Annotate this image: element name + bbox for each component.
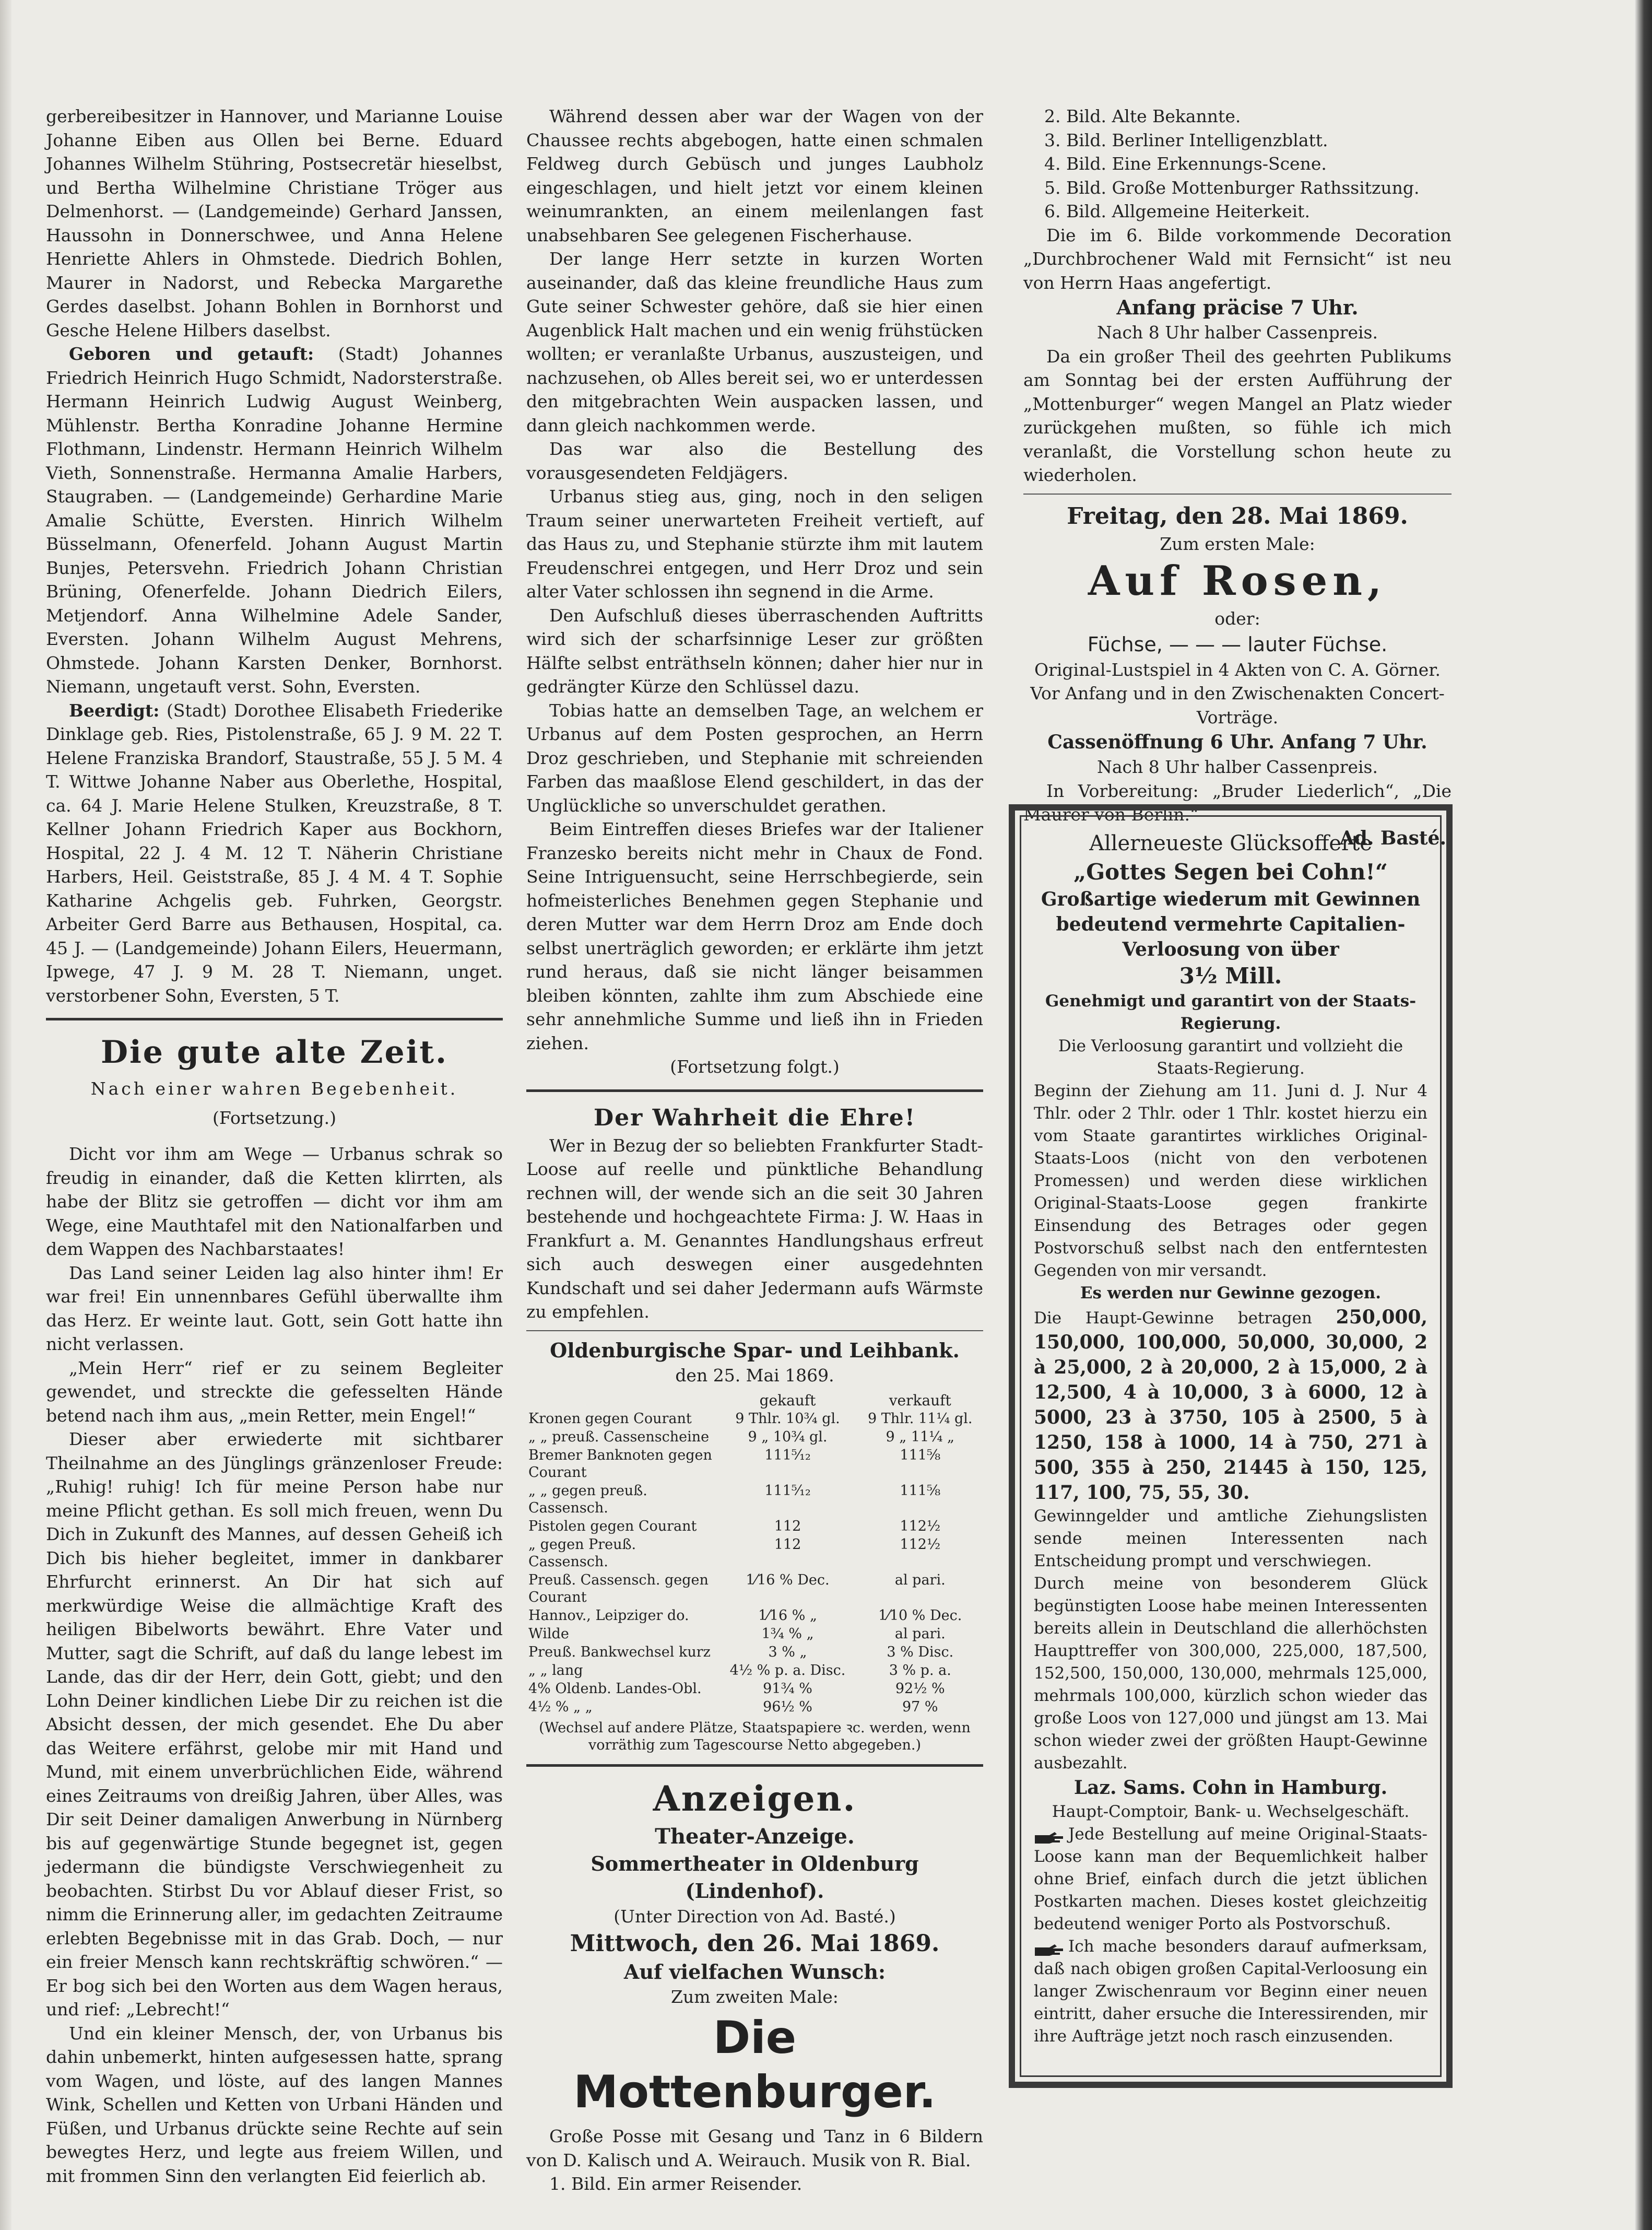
in-preparation: In Vorbereitung: „Bruder Liederlich“, „Die Maurer von Berlin.“ <box>1023 780 1452 825</box>
story-paragraph: Der lange Herr setzte in kurzen Worten auseinander, daß das kleine freundliche Haus zum Gute seiner Schwester gehöre, daß sie hier einen Augenblick Halt machen und ein wenig frühstücken wollten; er veranlaßte Urbanus, auszusteigen, und nachzusehen, ob Alles bereit sei, wo er unterdessen den mitgebrachten Wein auspacken lassen, und dann gleich nachkommen werde. <box>526 249 983 436</box>
theater-name: Sommertheater in Oldenburg (Lindenhof). <box>591 1852 919 1903</box>
story-title: Die gute alte Zeit. <box>100 1034 449 1071</box>
story-paragraph: Während dessen aber war der Wagen von der Chaussee rechts abgebogen, hatte einen schmalen Feldweg durch Gebüsch und junges Laubholz eingeschlagen, und hielt jetzt vor einem kleinen weinumrankten, an einem meilenlangen fast unabsehbaren See gelegenen Fischerhause. <box>526 106 983 245</box>
rate-sell: 97 % <box>902 1699 938 1715</box>
decoration-note: Die im 6. Bilde vorkommende Decoration „Durchbrochener Wald mit Fernsicht“ ist neu von Herrn Haas angefertigt. <box>1023 225 1452 293</box>
rate-label: „ gegen Preuß. Cassensch. <box>528 1536 636 1570</box>
attention-note-text: Ich mache besonders darauf aufmerksam, daß nach obigen großen Capital-Verloosung ein langer Zwischenraum vor Beginn einer neuen eintritt, daher ersuche die Interessirenden, mir ihre Aufträge jetzt noch rasch einzusenden. <box>1034 1937 1427 2046</box>
burials-text: (Stadt) Dorothee Elisabeth Friederike Dinklage geb. Ries, Pistolenstraße, 65 J. 9 M. 22 T. Helene Franziska Brandorf, Staustraße, 55 J. 5 M. 4 T. Wittwe Johanne Naber aus Oberlethe, Hospital, ca. 64 J. Marie Helene Stulken, Kreuzstraße, 8 T. Kellner Johann Friedrich Kaper aus Bockhorn, Hospital, 22 J. 4 M. 12 T. Näherin Christiane Harbers, Heil. Geiststraße, 85 J. 4 M. 4 T. Sophie Katharine Achgelis geb. Fuhrken, Georgstr. Arbeiter Gerd Barre aus Bethausen, Hospital, ca. 45 J. — (Landgemeinde) Johann Eilers, Heuermann, Ipwege, 47 J. 9 M. 28 T. Niemann, unget. verstorbener Sohn, Eversten, 5 T. <box>46 700 503 1006</box>
rate-sell: 111⅝ <box>900 1483 941 1499</box>
play-title: Die Mottenburger. <box>573 2012 936 2118</box>
half-price-note: Nach 8 Uhr halber Cassenpreis. <box>1097 322 1378 343</box>
rate-label: Hannov., Leipziger do. <box>528 1607 689 1624</box>
rate-label: Kronen gegen Courant <box>528 1411 692 1427</box>
section-divider <box>526 1764 983 1767</box>
rate-sell: 111⅝ <box>900 1447 941 1463</box>
lottery-heading: Allerneueste Glücksofferte <box>1089 831 1372 855</box>
table-row <box>526 1571 983 1606</box>
table-row <box>526 1517 983 1535</box>
bank-date: den 25. Mai 1869. <box>675 1365 834 1386</box>
or-label: oder: <box>1214 608 1260 629</box>
table-row <box>526 1698 983 1716</box>
table-row <box>526 1625 983 1643</box>
rate-sell: 3 % Disc. <box>887 1644 954 1660</box>
births-heading: Geboren und getauft: <box>69 344 314 364</box>
story-paragraph: Dieser aber erwiederte mit sichtbarer Theilnahme an des Jünglings gränzenloser Freude: „Ruhig! ruhig! Ich für meine Person habe nur meine Pflicht gethan. Es soll mich freuen, wenn Du Dich in Zukunft des Mannes, auf dessen Geheiß ich Dich bis hieher begleitet, immer in dankbarer Ehrfurcht erinnerst. An Dir hat sich auf merkwürdige Weise die allmächtige Kraft des heiligen Bibelworts bewährt. Ehre Vater und Mutter, sagt die Schrift, auf daß du lange lebest im Lande, das dir der Herr, dein Gott, giebt; und den Lohn Deiner kindlichen Liebe Dir zu reichen ist die Absicht dessen, der mich gesendet. Ehe Du aber das Weitere erfährst, gelobe mir mit Hand und Mund, mit einem unverbrüchlichen Eide, während eines Zeitraums von dreißig Jahren, über Alles, was Dir seit Deiner damaligen Anwerbung in Nürnberg bis auf gegenwärtige Stunde begegnet ist, gegen jedermann die bündigste Verschwiegenheit zu beobachten. Stirbst Du vor Ablauf dieser Frist, so nimm die Erinnerung aller, im gedachten Zeitraume erlebten Begebnisse mit in das Grab. Doch, — nur ein freier Mensch kann rechtskräftig schwören.“ — Er bog sich bei den Worten aus dem Wagen heraus, und rief: „Lebrecht!“ <box>46 1429 503 2020</box>
play-description: Große Posse mit Gesang und Tanz in 6 Bildern von D. Kalisch und A. Weirauch. Musik von R. Bial. <box>526 2126 983 2170</box>
rate-sell: 1⁄10 % Dec. <box>878 1607 962 1624</box>
scene-item: 3. Bild. Berliner Intelligenzblatt. <box>1044 130 1328 150</box>
lottery-attention-note <box>1034 1935 1427 2048</box>
table-row <box>526 1446 983 1482</box>
story-paragraph: Beim Eintreffen dieses Briefes war der Italiener Franzesko bereits nicht mehr in Chaux de Fond. Seine Intriguensucht, seine Herrschbegierde, sein hofmeisterliches Benehmen gegen Stephanie und deren Mutter war dem Herrn Droz am Ende doch selbst unerträglich geworden; er erklärte ihm jetzt rund heraus, daß sie nicht länger beisammen bleiben könnten, zahlte ihm zum Abschiede eine sehr annehmliche Summe und ließ ihn in Frieden ziehen. <box>526 819 983 1053</box>
scene-list <box>1023 104 1452 224</box>
marriage-list: gerbereibesitzer in Hannover, und Marianne Louise Johanne Eiben aus Ollen bei Berne. Eduard Johannes Wilhelm Stühring, Postsecretär hieselbst, und Bertha Wilhelmine Christiane Tröger aus Delmenhorst. — (Landgemeinde) Gerhard Janssen, Haussohn in Donnerschwee, und Anna Helene Henriette Ahlers in Ohmstede. Diedrich Bohlen, Maurer in Nadorst, und Rebecka Margarethe Gerdes daselbst. Johann Bohlen in Bornhorst und Gesche Helene Hilbers daselbst. <box>46 106 503 341</box>
lottery-advertisement <box>1009 804 1453 2088</box>
story-paragraph: „Mein Herr“ rief er zu seinem Begleiter gewendet, und streckte die gefesselten Hände betend nach ihm aus, „mein Retter, mein Engel!“ <box>46 1357 503 1426</box>
lottery-firm: Laz. Sams. Cohn in Hamburg. <box>1073 1777 1388 1799</box>
story-paragraph: Den Aufschluß dieses überraschenden Auftritts wird sich der scharfsinnige Leser zur größten Hälfte selbst enträthseln können; daher hier nur in gedrängter Kürze den Schlüssel dazu. <box>526 605 983 697</box>
section-divider <box>46 1018 503 1020</box>
scene-item: 4. Bild. Eine Erkennungs-Scene. <box>1044 154 1327 174</box>
exchange-rate-table <box>526 1391 983 1716</box>
births-text: (Stadt) Johannes Friedrich Heinrich Hugo Schmidt, Nadorsterstraße. Hermann Heinrich Ludwig August Weinberg, Mühlenstr. Bertha Konradine Johanne Hermine Flothmann, Lindenstr. Hermann Heinrich Wilhelm Vieth, Sonnenstraße. Hermanna Amalie Harbers, Staugraben. — (Landgemeinde) Gerhardine Marie Amalie Schütte, Eversten. Hinrich Wilhelm Büsselmann, Ofenerfeld. Johann August Martin Bunjes, Petersvehn. Friedrich Johann Christian Brüning, Ofenerfelde. Johann Diedrich Eilers, Metjendorf. Anna Wilhelmine Adele Sander, Eversten. Johann Wilhelm August Mehrens, Ohmstede. Johann Karsten Denker, Bornhorst. Niemann, ungetauft verst. Sohn, Eversten. <box>46 344 503 697</box>
rate-label: Pistolen gegen Courant <box>528 1518 697 1534</box>
table-row <box>526 1661 983 1680</box>
story-paragraph: Urbanus stieg aus, ging, noch in den seligen Traum seiner unerwarteten Freiheit vertieft, auf das Haus zu, und Stephanie stürzte ihm mit lautem Freudenschrei entgegen, und Herr Droz und sein alter Vater schlossen ihn segnend in die Arme. <box>526 486 983 602</box>
column-2 <box>526 104 983 2196</box>
rate-buy: 1⁄16 % „ <box>758 1607 817 1624</box>
table-row <box>526 1643 983 1661</box>
story-paragraph: Das Land seiner Leiden lag also hinter ihm! Er war frei! Ein unnennbares Gefühl überwallte ihm das Herz. Er weinte laut. Gott, sein Gott hatte ihn nicht verlassen. <box>46 1262 503 1354</box>
bank-note: (Wechsel auf andere Plätze, Staatspapiere ꝛc. werden, wenn vorräthig zum Tagescourse Netto abgegeben.) <box>539 1720 971 1753</box>
rate-buy: 112 <box>774 1518 801 1534</box>
theater-wish: Auf vielfachen Wunsch: <box>623 1959 886 1983</box>
pointing-hand-icon <box>1034 1828 1064 1842</box>
scene-item: 6. Bild. Allgemeine Heiterkeit. <box>1044 201 1310 221</box>
rate-buy: 111⁵⁄₁₂ <box>764 1447 811 1463</box>
rate-label: 4½ % „ „ <box>528 1699 593 1715</box>
births-paragraph <box>46 342 503 699</box>
story-paragraph: Dicht vor ihm am Wege — Urbanus schrak so freudig in einander, daß die Ketten klirrten, als habe der Blitz sie getroffen — dicht vor ihm am Wege, eine Mauthtafel mit den Nationalfarben und dem Wappen des Nachbarstaates! <box>46 1144 503 1259</box>
story-subtitle: Nach einer wahren Begebenheit. <box>90 1078 458 1099</box>
section-divider <box>1023 494 1452 495</box>
start-time: Anfang präcise 7 Uhr. <box>1116 296 1359 319</box>
lottery-draw-info: Beginn der Ziehung am 11. Juni d. J. Nur 4 Thlr. oder 2 Thlr. oder 1 Thlr. kostet hierzu ein vom Staate garantirtes wirkliches Original-Staats-Loos (nicht von den verbotenen Promessen) und werden diese wirklichen Original-Staats-Loose gegen frankirte Einsendung des Betrages oder gegen Postvorschuß selbst nach den entferntesten Gegenden von mir versandt. <box>1034 1082 1427 1280</box>
rate-buy: 111⁵⁄₁₂ <box>764 1483 811 1499</box>
prizes-intro: Die Haupt-Gewinne betragen <box>1034 1309 1312 1328</box>
rate-sell: 92½ % <box>895 1681 945 1697</box>
prizes-list: 250,000, 150,000, 100,000, 50,000, 30,000, 2 à 25,000, 2 à 20,000, 2 à 15,000, 2 à 12,500, 4 à 10,000, 3 à 6000, 12 à 5000, 23 à 3750, 105 à 2500, 5 à 1250, 158 à 1000, 14 à 750, 271 à 500, 355 à 250, 21445 à 150, 125, 117, 100, 75, 55, 30. <box>1034 1306 1427 1504</box>
story-continuation: (Fortsetzung.) <box>213 1107 336 1128</box>
burials-heading: Beerdigt: <box>69 700 160 721</box>
first-time: Zum ersten Male: <box>1160 533 1315 554</box>
friday-date: Freitag, den 28. Mai 1869. <box>1067 502 1408 530</box>
story-paragraph: Das war also die Bestellung des vorausgesendeten Feldjägers. <box>526 439 983 483</box>
scan-edge-right <box>1634 0 1652 2230</box>
table-row <box>526 1680 983 1698</box>
theater-direction: (Unter Direction von Ad. Basté.) <box>613 1906 896 1927</box>
lottery-guarantee: Die Verloosung garantirt und vollzieht die Staats-Regierung. <box>1058 1037 1403 1078</box>
story-paragraph: Tobias hatte an demselben Tage, an welchem er Urbanus auf dem Posten gesprochen, an Herrn Droz geschrieben, und Stephanie mit schreienden Farben das maaßlose Elend geschildert, in das der Unglückliche so unverschuldet gerathen. <box>526 700 983 816</box>
burials-paragraph <box>46 699 503 1008</box>
header-sold: verkauft <box>889 1392 951 1409</box>
rate-label: 4% Oldenb. Landes-Obl. <box>528 1681 702 1697</box>
story-to-be-continued: (Fortsetzung folgt.) <box>670 1057 840 1077</box>
lottery-order-note <box>1034 1823 1427 1935</box>
rate-buy: 91¾ % <box>763 1681 812 1697</box>
table-row <box>526 1606 983 1625</box>
table-row <box>526 1535 983 1571</box>
repeat-note: Da ein großer Theil des geehrten Publikums am Sonntag bei der ersten Aufführung der „Mottenburger“ wegen Mangel an Platz wieder zurückgehen mußten, so fühle ich mich veranlaßt, die Vorstellung schon heute zu wiederholen. <box>1023 346 1452 485</box>
story-paragraph: Und ein kleiner Mensch, der, von Urbanus bis dahin unbemerkt, hinten aufgesessen hatte, sprang vom Wagen, und löste, auf des langen Mannes Wink, Schellen und Ketten von Urbani Händen und Füßen, und Urbanus drückte seine Rechte auf sein bewegtes Herz, und legte aus freiem Willen, und mit frommen Sinn den verlangten Eid feierlich ab. <box>46 2023 503 2186</box>
rate-buy: 112 <box>774 1536 801 1553</box>
box-office: Cassenöffnung 6 Uhr. Anfang 7 Uhr. <box>1047 731 1427 753</box>
order-note-text: Jede Bestellung auf meine Original-Staats-Loose kann man der Bequemlichkeit halber ohne Brief, einfach durch die jetzt üblichen Postkarten machen. Dieses kostet gleichzeitig bedeutend weniger Porto als Postvorschuß. <box>1034 1825 1427 1933</box>
scene-item: 5. Bild. Große Mottenburger Rathssitzung. <box>1044 177 1420 198</box>
bank-title: Oldenburgische Spar- und Leihbank. <box>550 1338 960 1362</box>
rate-buy: 9 Thlr. 10¾ gl. <box>735 1411 840 1427</box>
rate-label: Bremer Banknoten gegen Courant <box>528 1447 712 1481</box>
lottery-only-wins: Es werden nur Gewinne gezogen. <box>1080 1284 1382 1302</box>
play-title-rosen: Auf Rosen, <box>1088 557 1387 605</box>
play-scene: 1. Bild. Ein armer Reisender. <box>549 2174 803 2194</box>
rate-label: Preuß. Bankwechsel kurz <box>528 1644 711 1660</box>
rate-sell: 9 Thlr. 11¼ gl. <box>868 1411 973 1427</box>
lottery-slogan: „Gottes Segen bei Cohn!“ <box>1073 859 1388 885</box>
pointing-hand-icon <box>1034 1941 1064 1954</box>
table-header <box>526 1391 983 1410</box>
scene-item: 2. Bild. Alte Bekannte. <box>1044 106 1241 126</box>
table-row <box>526 1482 983 1517</box>
rate-sell: al pari. <box>894 1572 946 1588</box>
lottery-past-wins: Durch meine von besonderem Glück begünstigten Loose habe meinen Interessenten bereits allein in Deutschland die allerhöchsten Haupttreffer von 300,000, 225,000, 187,500, 152,500, 150,000, 130,000, mehrmals 125,000, mehrmals 100,000, kürzlich schon wieder das große Loos von 127,000 und jüngst am 13. Mai schon wieder zwei der größten Haupt-Gewinne ausbezahlt. <box>1034 1574 1427 1773</box>
rate-label: „ „ preuß. Cassenscheine <box>528 1429 710 1445</box>
rate-sell: 112½ <box>900 1536 941 1553</box>
wahrheit-text: Wer in Bezug der so beliebten Frankfurter Stadt-Loose auf reelle und pünktliche Behandlung rechnen will, der wende sich an die seit 30 Jahren bestehende und hochgeachtete Firma: J. W. Haas in Frankfurt a. M. Genanntes Handlungshaus erfreut sich auch deswegen einer ausgedehnten Kundschaft und sei daher Jedermann aufs Wärmste zu empfehlen. <box>526 1135 983 1322</box>
subtitle-fuechse: Füchse, — — — lauter Füchse. <box>1087 632 1388 656</box>
rate-label: Preuß. Cassensch. gegen Courant <box>528 1572 709 1605</box>
theater-date: Mittwoch, den 26. Mai 1869. <box>570 1930 940 1957</box>
signature: Ad. Basté. <box>1339 827 1446 849</box>
rate-buy: 96½ % <box>763 1699 812 1715</box>
lottery-prizes <box>1034 1305 1427 1505</box>
rate-buy: 4½ % p. a. Disc. <box>729 1662 846 1679</box>
wahrheit-title: Der Wahrheit die Ehre! <box>593 1104 916 1131</box>
rate-buy: 9 „ 10¾ gl. <box>748 1429 828 1445</box>
scan-edge-left <box>0 0 11 2230</box>
table-row <box>526 1410 983 1428</box>
column-1 <box>46 104 503 2188</box>
lottery-office: Haupt-Comptoir, Bank- u. Wechselgeschäft. <box>1052 1802 1410 1821</box>
rate-buy: 1⁄16 % Dec. <box>746 1572 830 1588</box>
lottery-million: 3½ Mill. <box>1179 963 1282 989</box>
rate-sell: 112½ <box>900 1518 941 1534</box>
play-info: Original-Lustspiel in 4 Akten von C. A. Görner. Vor Anfang und in den Zwischenakten Concert-Vorträge. <box>1030 659 1445 727</box>
column-3 <box>1023 104 1452 850</box>
theater-heading: Theater-Anzeige. <box>655 1824 855 1849</box>
lottery-intro: Großartige wiederum mit Gewinnen bedeutend vermehrte Capitalien-Verloosung von über <box>1041 888 1421 960</box>
lottery-winnings-note: Gewinngelder und amtliche Ziehungslisten sende meinen Interessenten nach Entscheidung prompt und verschwiegen. <box>1034 1507 1427 1570</box>
rate-buy: 3 % „ <box>768 1644 807 1660</box>
rate-label: „ „ gegen preuß. Cassensch. <box>528 1483 647 1516</box>
ads-title: Anzeigen. <box>653 1778 857 1819</box>
rate-buy: 1¾ % „ <box>761 1626 814 1642</box>
header-bought: gekauft <box>759 1392 816 1409</box>
section-divider <box>526 1089 983 1092</box>
rate-label: „ „ lang <box>528 1662 583 1679</box>
rate-sell: al pari. <box>894 1626 946 1642</box>
section-divider <box>526 1330 983 1331</box>
rate-label: Wilde <box>528 1626 569 1642</box>
lottery-approved: Genehmigt und garantirt von der Staats-Regierung. <box>1045 992 1417 1033</box>
rate-sell: 3 % p. a. <box>889 1662 951 1679</box>
rate-sell: 9 „ 11¼ „ <box>886 1429 954 1445</box>
table-row <box>526 1428 983 1446</box>
theater-second-time: Zum zweiten Male: <box>671 1986 839 2007</box>
half-price-note: Nach 8 Uhr halber Cassenpreis. <box>1097 757 1378 777</box>
